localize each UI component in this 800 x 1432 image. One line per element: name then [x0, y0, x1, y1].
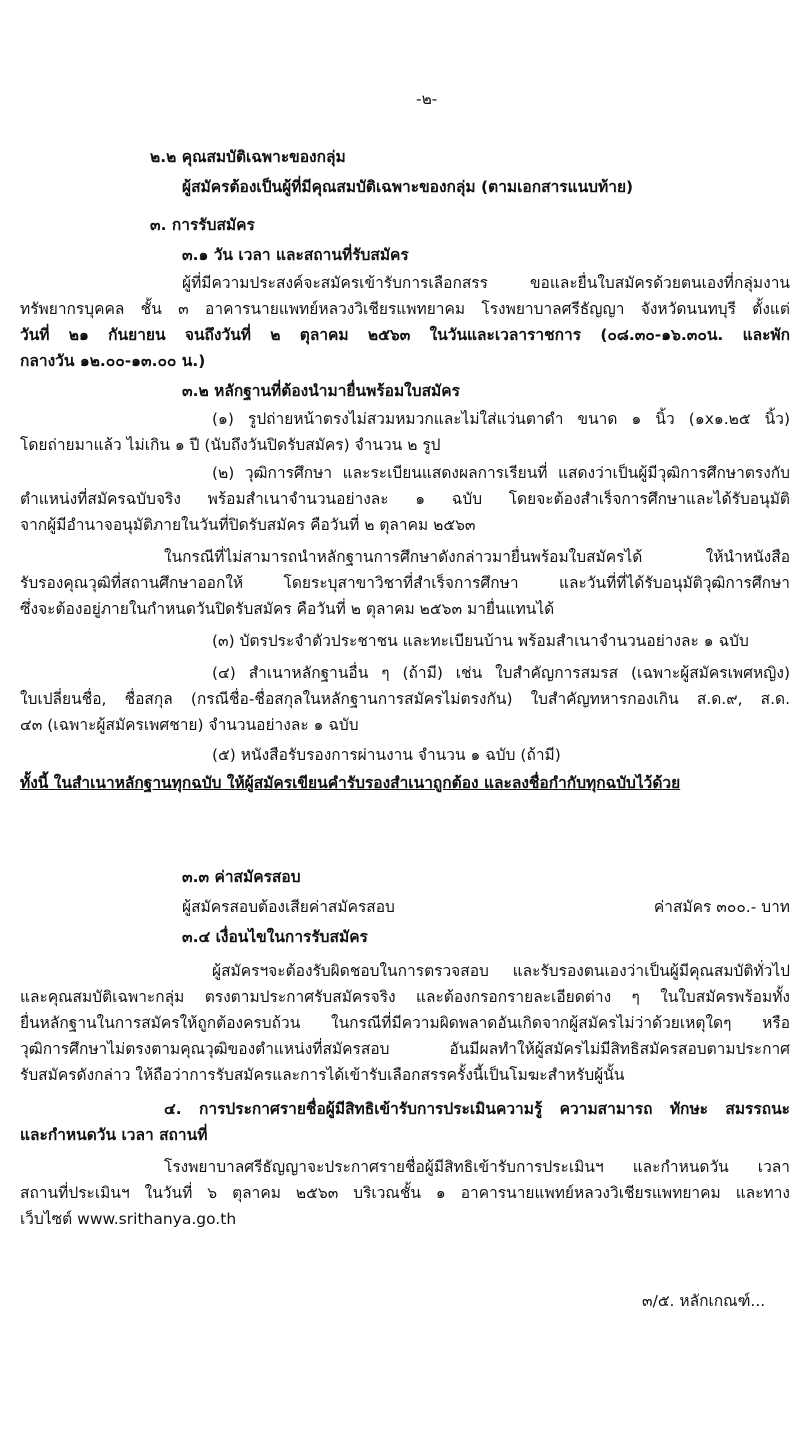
section-3-2-line: (๕) หนังสือรับรองการผ่านงาน จำนวน ๑ ฉบับ (ถ้ามี) [212, 746, 561, 764]
continuation-footer: ๓/๕. หลักเกณฑ์... [642, 1292, 766, 1310]
section-3-4-line: วุฒิการศึกษาไม่ตรงตามคุณวุฒิของตำแหน่งที่สมัครสอบ อันมีผลทำให้ผู้สมัครไม่มีสิทธิสมัครสอบตามประกาศ [20, 1040, 790, 1058]
section-3-2-line: ตำแหน่งที่สมัครฉบับจริง พร้อมสำเนาจำนวนอย่างละ ๑ ฉบับ โดยจะต้องสำเร็จการศึกษาและได้รับอนุมัติ [20, 490, 790, 508]
section-3-4-line: รับสมัครดังกล่าว ให้ถือว่าการรับสมัครและการได้เข้ารับเลือกสรรครั้งนี้เป็นโมฆะสำหรับผู้นั้น [20, 1066, 625, 1084]
section-3-2-line: ซึ่งจะต้องอยู่ภายในกำหนดวันปิดรับสมัคร คือวันที่ ๒ ตุลาคม ๒๕๖๓ มายื่นแทนได้ [20, 600, 555, 618]
section-3-2-line: (๔) สำเนาหลักฐานอื่น ๆ (ถ้ามี) เช่น ใบสำคัญการสมรส (เฉพาะผู้สมัครเพศหญิง) [212, 664, 790, 682]
section-3-2-note: ทั้งนี้ ในสำเนาหลักฐานทุกฉบับ ให้ผู้สมัครเขียนคำรับรองสำเนาถูกต้อง และลงชื่อกำกับทุกฉบับไว้ด้วย [20, 774, 681, 792]
section-3-2-line: (๒) วุฒิการศึกษา และระเบียนแสดงผลการเรียนที่ แสดงว่าเป็นผู้มีวุฒิการศึกษาตรงกับ [212, 464, 790, 482]
section-3-4-line: และคุณสมบัติเฉพาะกลุ่ม ตรงตามประกาศรับสมัครจริง และต้องกรอกรายละเอียดต่าง ๆ ในใบสมัครพร้อมทั้ง [20, 988, 790, 1006]
section-4-heading: ๔. การประกาศรายชื่อผู้มีสิทธิเข้ารับการประเมินความรู้ ความสามารถ ทักษะ สมรรถนะ [164, 1100, 790, 1118]
section-4-line: สถานที่ประเมินฯ ในวันที่ ๖ ตุลาคม ๒๕๖๓ บริเวณชั้น ๑ อาคารนายแพทย์หลวงวิเชียรแพทยาคม และทาง [20, 1184, 790, 1202]
section-3-1-line: ทรัพยากรบุคคล ชั้น ๓ อาคารนายแพทย์หลวงวิเชียรแพทยาคม โรงพยาบาลศรีธัญญา จังหวัดนนทบุรี ตั้งแต่ [20, 300, 790, 318]
section-3-2-line: ใบเปลี่ยนชื่อ, ชื่อสกุล (กรณีชื่อ-ชื่อสกุลในหลักฐานการสมัครไม่ตรงกัน) ใบสำคัญทหารกองเกิน ส.ด.๙, ส.ด. [20, 690, 790, 708]
section-2-2-text: ผู้สมัครต้องเป็นผู้ที่มีคุณสมบัติเฉพาะของกลุ่ม (ตามเอกสารแนบท้าย) [182, 178, 634, 196]
section-3-1-line: ผู้ที่มีความประสงค์จะสมัครเข้ารับการเลือกสรร ขอและยื่นใบสมัครด้วยตนเองที่กลุ่มงาน [182, 274, 790, 292]
section-3-1-heading: ๓.๑ วัน เวลา และสถานที่รับสมัคร [182, 246, 409, 264]
section-3-3-heading: ๓.๓ ค่าสมัครสอบ [182, 868, 301, 886]
section-2-2-heading: ๒.๒ คุณสมบัติเฉพาะของกลุ่ม [150, 148, 346, 166]
section-3-1-line: วันที่ ๒๑ กันยายน จนถึงวันที่ ๒ ตุลาคม ๒๕๖๓ ในวันและเวลาราชการ (๐๘.๓๐-๑๖.๓๐น. และพัก [20, 326, 790, 344]
section-3-2-line: โดยถ่ายมาแล้ว ไม่เกิน ๑ ปี (นับถึงวันปิดรับสมัคร) จำนวน ๒ รูป [20, 436, 441, 454]
fee-row [182, 896, 790, 918]
section-3-2-line: รับรองคุณวุฒิที่สถานศึกษาออกให้ โดยระบุสาขาวิชาที่สำเร็จการศึกษา และวันที่ที่ได้รับอนุมัติวุฒิการศึกษา [20, 574, 790, 592]
section-4-heading: และกำหนดวัน เวลา สถานที่ [20, 1126, 208, 1144]
section-3-2-line: (๑) รูปถ่ายหน้าตรงไม่สวมหมวกและไม่ใส่แว่นตาดำ ขนาด ๑ นิ้ว (๑x๑.๒๕ นิ้ว) [212, 410, 790, 428]
fee-text: ผู้สมัครสอบต้องเสียค่าสมัครสอบ [182, 898, 395, 916]
section-4-line: โรงพยาบาลศรีธัญญาจะประกาศรายชื่อผู้มีสิทธิเข้ารับการประเมินฯ และกำหนดวัน เวลา [164, 1158, 790, 1176]
section-3-4-heading: ๓.๔ เงื่อนไขในการรับสมัคร [182, 928, 368, 946]
section-3-4-line: ยื่นหลักฐานในการสมัครให้ถูกต้องครบถ้วน ในกรณีที่มีความผิดพลาดอันเกิดจากผู้สมัครไม่ว่าด้วยเหตุใดๆ หรือ [20, 1014, 790, 1032]
section-3-4-line: ผู้สมัครฯจะต้องรับผิดชอบในการตรวจสอบ และรับรองตนเองว่าเป็นผู้มีคุณสมบัติทั่วไป [212, 962, 790, 980]
section-3-2-line: (๓) บัตรประจำตัวประชาชน และทะเบียนบ้าน พร้อมสำเนาจำนวนอย่างละ ๑ ฉบับ [212, 632, 749, 650]
section-3-2-line: ในกรณีที่ไม่สามารถนำหลักฐานการศึกษาดังกล่าวมายื่นพร้อมใบสมัครได้ ให้นำหนังสือ [164, 548, 790, 566]
section-3-2-heading: ๓.๒ หลักฐานที่ต้องนำมายื่นพร้อมใบสมัคร [182, 382, 460, 400]
section-4-line: เว็บไซต์ www.srithanya.go.th [20, 1210, 237, 1228]
page-number: -๒- [416, 90, 438, 108]
fee-amount: ค่าสมัคร ๓๐๐.- บาท [653, 898, 790, 916]
section-3-heading: ๓. การรับสมัคร [150, 216, 255, 234]
section-3-2-line: ๔๓ (เฉพาะผู้สมัครเพศชาย) จำนวนอย่างละ ๑ ฉบับ [20, 716, 359, 734]
section-3-1-line: กลางวัน ๑๒.๐๐-๑๓.๐๐ น.) [20, 352, 206, 370]
section-3-2-line: จากผู้มีอำนาจอนุมัติภายในวันที่ปิดรับสมัคร คือวันที่ ๒ ตุลาคม ๒๕๖๓ [20, 516, 476, 534]
